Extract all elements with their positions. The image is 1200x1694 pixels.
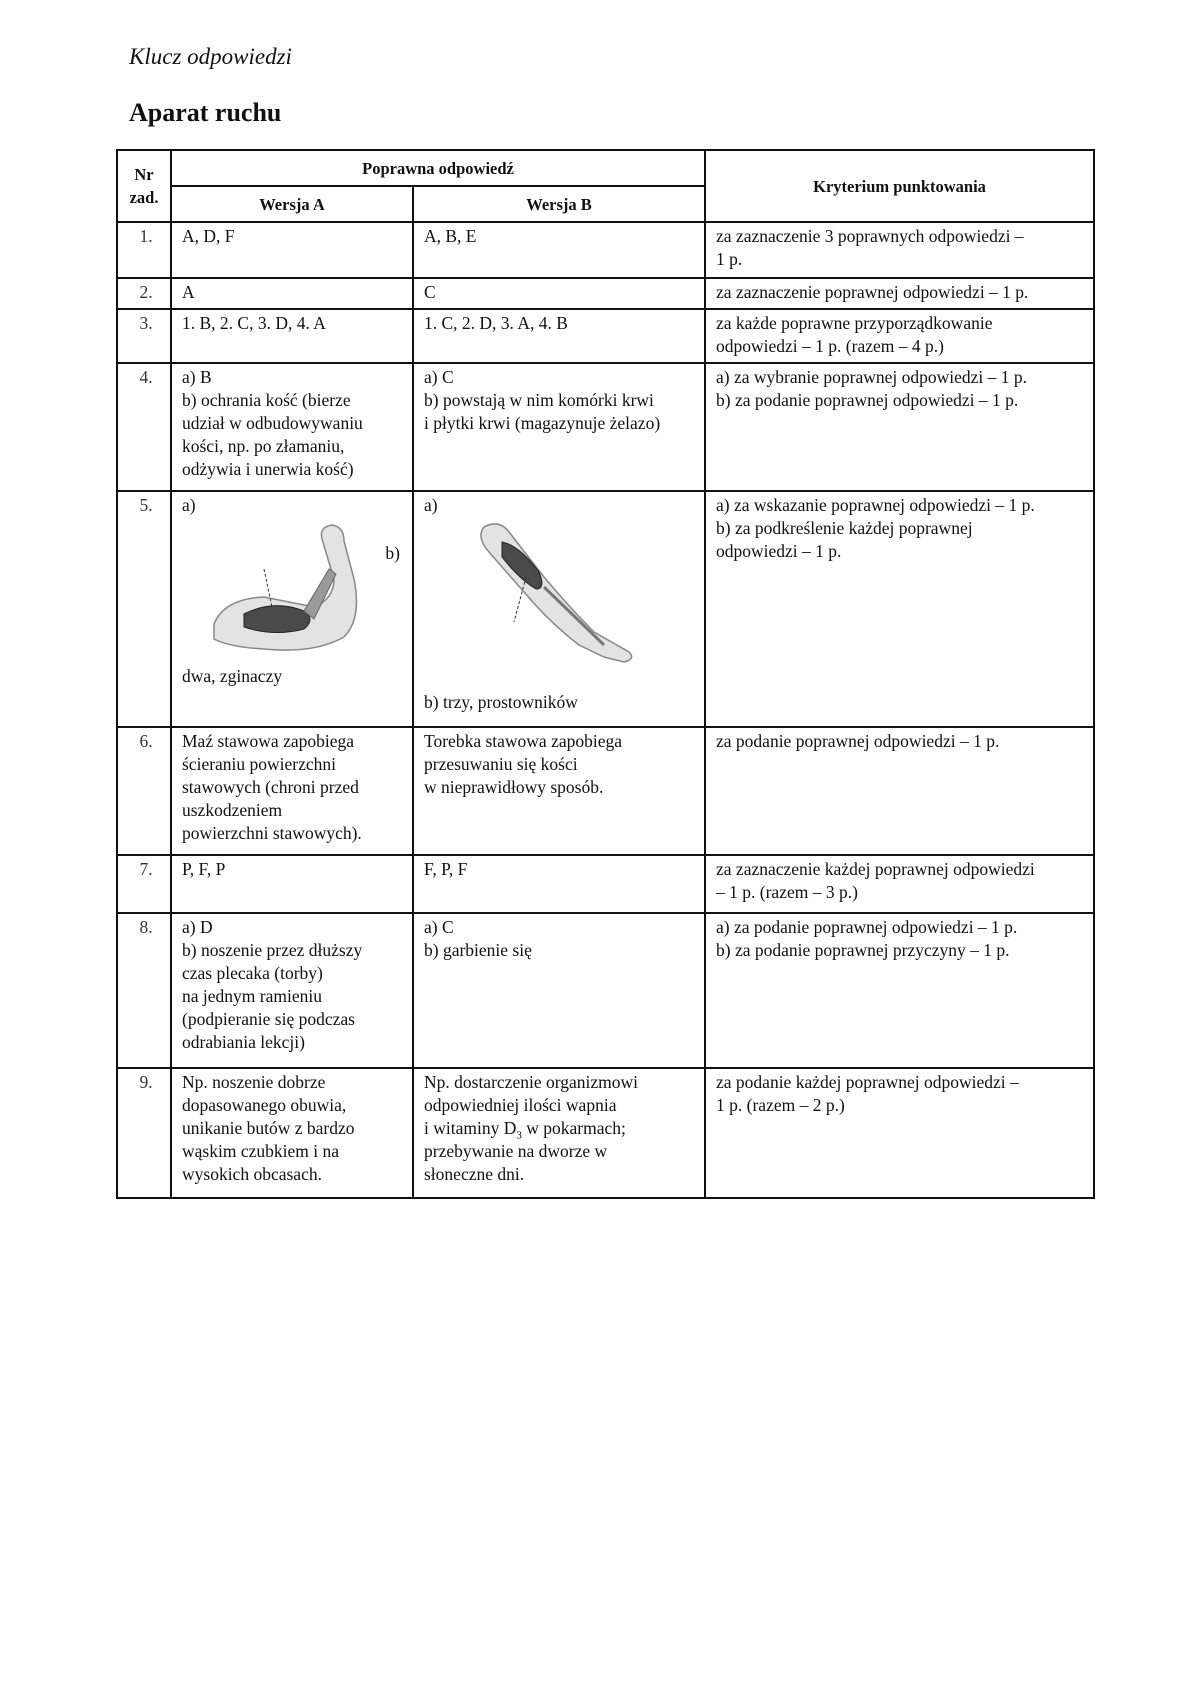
version-b-answer: [413, 727, 705, 855]
task-number: 5.: [117, 491, 171, 727]
task-number: 2.: [117, 278, 171, 309]
answer-line: słoneczne dni.: [424, 1164, 525, 1184]
version-b-answer: [413, 1068, 705, 1198]
criteria-cell: [705, 1068, 1094, 1198]
b-label: b): [385, 543, 400, 563]
criteria-cell: [705, 278, 1094, 309]
task-number: 9.: [117, 1068, 171, 1198]
task-number: 1.: [117, 222, 171, 278]
header-criteria: Kryterium punktowania: [705, 150, 1094, 222]
answer-line: Torebka stawowa zapobiega: [424, 731, 622, 751]
answer-line: powierzchni stawowych).: [182, 823, 362, 843]
table-row: [117, 309, 1094, 363]
answer-line: wysokich obcasach.: [182, 1164, 322, 1184]
criteria-cell: [705, 309, 1094, 363]
criteria-line: b) za podanie poprawnej odpowiedzi – 1 p.: [716, 390, 1019, 410]
header-version-a: Wersja A: [171, 186, 413, 222]
table-row: [117, 363, 1094, 491]
answer-line: 1. C, 2. D, 3. A, 4. B: [424, 313, 568, 333]
criteria-line: za podanie każdej poprawnej odpowiedzi –: [716, 1072, 1019, 1092]
answer-line: dopasowanego obuwia,: [182, 1095, 347, 1115]
answer-line: P, F, P: [182, 859, 226, 879]
criteria-line: – 1 p. (razem – 3 p.): [716, 882, 858, 902]
version-a-answer: [171, 855, 413, 913]
version-a-answer: [171, 363, 413, 491]
task-number: 3.: [117, 309, 171, 363]
criteria-line: b) za podanie poprawnej przyczyny – 1 p.: [716, 940, 1010, 960]
version-b-answer: [413, 278, 705, 309]
table-row: [117, 222, 1094, 278]
answer-line: odrabiania lekcji): [182, 1032, 305, 1052]
table-row: [117, 278, 1094, 309]
answer-line: w nieprawidłowy sposób.: [424, 777, 604, 797]
criteria-line: a) za wskazanie poprawnej odpowiedzi – 1 p.: [716, 495, 1035, 515]
criteria-line: za zaznaczenie każdej poprawnej odpowiedzi: [716, 859, 1035, 879]
answer-line: a) D: [182, 917, 213, 937]
version-a-answer: [171, 1068, 413, 1198]
task-number: 8.: [117, 913, 171, 1068]
answer-line: b) ochrania kość (bierze: [182, 390, 351, 410]
answer-line: b) garbienie się: [424, 940, 532, 960]
criteria-line: za każde poprawne przyporządkowanie: [716, 313, 993, 333]
version-b-answer: [413, 222, 705, 278]
criteria-cell: [705, 727, 1094, 855]
criteria-line: odpowiedzi – 1 p.: [716, 541, 842, 561]
flexed-arm-illustration: [204, 519, 404, 659]
criteria-line: 1 p.: [716, 249, 743, 269]
vitamin-text-after: w pokarmach;: [521, 1118, 626, 1138]
answer-line: ścieraniu powierzchni: [182, 754, 337, 774]
header-nr: Nr zad.: [117, 150, 171, 222]
criteria-line: za zaznaczenie 3 poprawnych odpowiedzi –: [716, 226, 1024, 246]
criteria-cell: [705, 222, 1094, 278]
task-number: 7.: [117, 855, 171, 913]
answer-line: a): [182, 495, 196, 515]
answer-line: przesuwaniu się kości: [424, 754, 578, 774]
criteria-cell: [705, 363, 1094, 491]
answer-line: A, B, E: [424, 226, 477, 246]
task-number: 4.: [117, 363, 171, 491]
answer-line: stawowych (chroni przed: [182, 777, 359, 797]
answer-line: b) noszenie przez dłuższy: [182, 940, 363, 960]
version-a-answer: [171, 222, 413, 278]
version-a-answer: [171, 309, 413, 363]
table-row: [117, 855, 1094, 913]
answer-line: na jednym ramieniu: [182, 986, 322, 1006]
answer-line: Np. dostarczenie organizmowi: [424, 1072, 638, 1092]
version-a-answer: [171, 491, 413, 727]
document-header: Klucz odpowiedzi: [129, 44, 292, 69]
criteria-cell: [705, 855, 1094, 913]
table-row: [117, 913, 1094, 1068]
vitamin-text: i witaminy D: [424, 1118, 517, 1138]
criteria-line: a) za podanie poprawnej odpowiedzi – 1 p.: [716, 917, 1018, 937]
answer-line: (podpieranie się podczas: [182, 1009, 355, 1029]
criteria-line: odpowiedzi – 1 p. (razem – 4 p.): [716, 336, 944, 356]
answer-line: czas plecaka (torby): [182, 963, 323, 983]
answer-line: udział w odbudowywaniu: [182, 413, 363, 433]
version-b-answer: [413, 491, 705, 727]
page-title: Aparat ruchu: [129, 98, 282, 127]
answer-line: odpowiedniej ilości wapnia: [424, 1095, 617, 1115]
answer-line: uszkodzeniem: [182, 800, 283, 820]
table-row: [117, 727, 1094, 855]
table-row: [117, 491, 1094, 727]
answer-line: a) C: [424, 367, 454, 387]
answer-line: dwa, zginaczy: [182, 666, 283, 686]
header-correct-answer: Poprawna odpowiedź: [171, 150, 705, 186]
answer-line: a) C: [424, 917, 454, 937]
vitamin-subscript: 3: [516, 1129, 522, 1142]
version-a-answer: [171, 727, 413, 855]
answer-line: A, D, F: [182, 226, 235, 246]
answer-line: Np. noszenie dobrze: [182, 1072, 326, 1092]
criteria-line: a) za wybranie poprawnej odpowiedzi – 1 p.: [716, 367, 1028, 387]
criteria-line: b) za podkreślenie każdej poprawnej: [716, 518, 973, 538]
answer-line: a): [424, 495, 438, 515]
version-a-answer: [171, 278, 413, 309]
answer-line: wąskim czubkiem i na: [182, 1141, 339, 1161]
version-b-answer: [413, 363, 705, 491]
criteria-cell: [705, 491, 1094, 727]
version-a-answer: [171, 913, 413, 1068]
answer-line: C: [424, 282, 436, 302]
criteria-line: za podanie poprawnej odpowiedzi – 1 p.: [716, 731, 1000, 751]
answer-line: i płytki krwi (magazynuje żelazo): [424, 413, 661, 433]
criteria-line: 1 p. (razem – 2 p.): [716, 1095, 845, 1115]
answer-line: A: [182, 282, 195, 302]
version-b-answer: [413, 855, 705, 913]
header-version-b: Wersja B: [413, 186, 705, 222]
version-b-answer: [413, 913, 705, 1068]
answer-line: przebywanie na dworze w: [424, 1141, 608, 1161]
answer-line: 1. B, 2. C, 3. D, 4. A: [182, 313, 326, 333]
answer-line: Maź stawowa zapobiega: [182, 731, 355, 751]
criteria-cell: [705, 913, 1094, 1068]
answer-line: b) trzy, prostowników: [424, 692, 578, 712]
answer-line: b) powstają w nim komórki krwi: [424, 390, 654, 410]
answer-line: unikanie butów z bardzo: [182, 1118, 355, 1138]
answer-line-vitamin: [424, 1117, 698, 1140]
criteria-line: za zaznaczenie poprawnej odpowiedzi – 1 p.: [716, 282, 1029, 302]
task-number: 6.: [117, 727, 171, 855]
extended-arm-illustration: [464, 517, 644, 677]
answer-line: kości, np. po złamaniu,: [182, 436, 345, 456]
answer-line: odżywia i unerwia kość): [182, 459, 354, 479]
answer-line: F, P, F: [424, 859, 468, 879]
table-row: [117, 1068, 1094, 1198]
version-b-answer: [413, 309, 705, 363]
answer-key-table: [116, 149, 1095, 1199]
answer-line: a) B: [182, 367, 212, 387]
